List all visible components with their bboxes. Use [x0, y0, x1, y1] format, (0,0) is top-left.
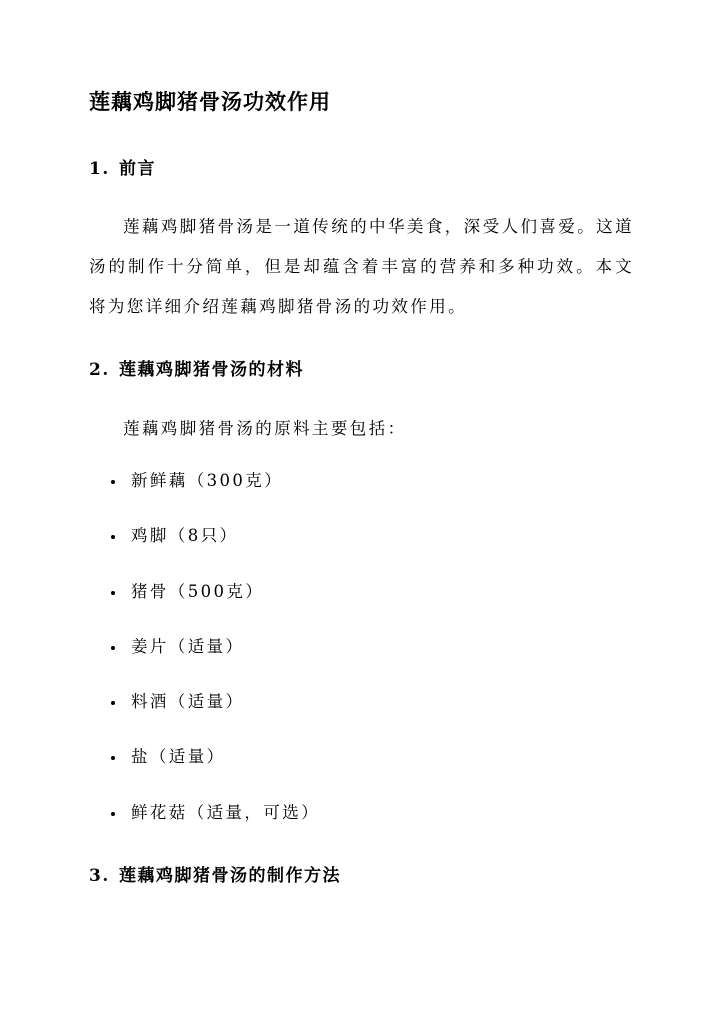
section-number: 1.	[89, 159, 110, 179]
section-heading-ingredients	[89, 355, 304, 385]
bullet-icon	[111, 535, 115, 539]
bullet-icon	[111, 591, 115, 595]
bullet-icon	[111, 646, 115, 650]
section-title: 莲藕鸡脚猪骨汤的材料	[119, 360, 304, 380]
section-heading-method	[89, 861, 341, 891]
ingredients-intro: 莲藕鸡脚猪骨汤的原料主要包括：	[123, 419, 407, 438]
bullet-icon	[111, 480, 115, 484]
section-heading-preface	[89, 154, 156, 184]
section-number: 3.	[89, 866, 110, 886]
document-title: 莲藕鸡脚猪骨汤功效作用	[89, 89, 331, 114]
section-title: 前言	[119, 159, 156, 179]
bullet-icon	[111, 756, 115, 760]
preface-paragraph: 莲藕鸡脚猪骨汤是一道传统的中华美食，深受人们喜爱。这道汤的制作十分简单，但是却蕴含着丰富的营养和多种功效。本文将为您详细介绍莲藕鸡脚猪骨汤的功效作用。	[89, 217, 634, 316]
section-number: 2.	[89, 360, 110, 380]
section-title: 莲藕鸡脚猪骨汤的制作方法	[119, 866, 341, 886]
bullet-icon	[111, 701, 115, 705]
bullet-icon	[111, 812, 115, 816]
